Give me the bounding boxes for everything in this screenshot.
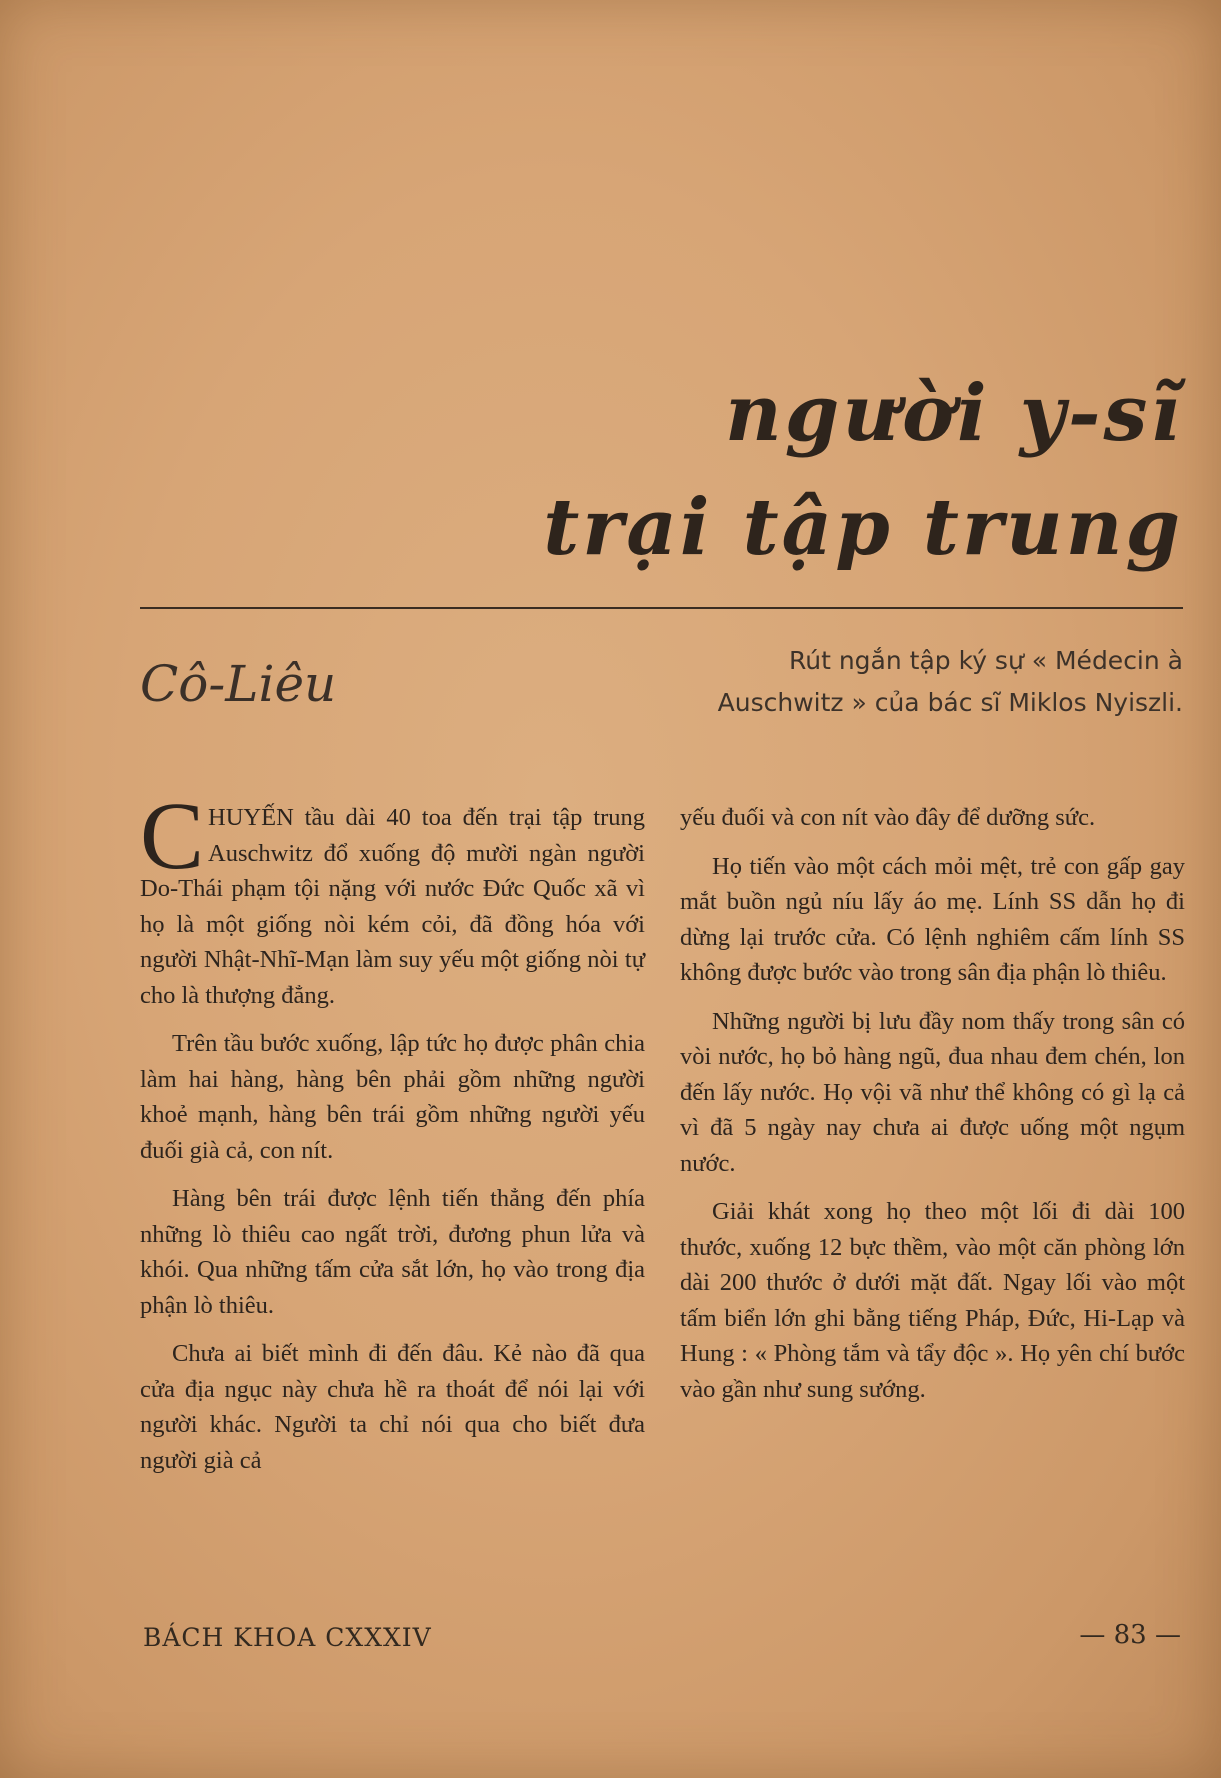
paragraph: Giải khát xong họ theo một lối đi dài 100 thước, xuống 12 bực thềm, vào một căn phòng lớn dài 200 thước ở dưới mặt đất. Ngay lối vào một tấm biển lớn ghi bằng tiếng Pháp, Đức, Hi-Lạp và Hung : « Phòng tắm và tẩy độc ». Họ yên chí bước vào gần như sung sướng. <box>680 1198 1185 1403</box>
page-number: — 83 — <box>1079 1620 1181 1650</box>
paragraph: Hàng bên trái được lệnh tiến thẳng đến phía những lò thiêu cao ngất trời, đương phun lửa và khói. Qua những tấm cửa sắt lớn, họ vào trong địa phận lò thiêu. <box>140 1185 645 1319</box>
paragraph: Trên tầu bước xuống, lập tức họ được phân chia làm hai hàng, hàng bên phải gồm những người khoẻ mạnh, hàng bên trái gồm những người yếu đuối già cả, con nít. <box>140 1030 645 1164</box>
paragraph: Những người bị lưu đầy nom thấy trong sân có vòi nước, họ bỏ hàng ngũ, đua nhau đem chén, lon đến lấy nước. Họ vội vã như thể không có gì lạ cả vì đã 5 ngày nay chưa ai được uống một ngụm nước. <box>680 1007 1185 1177</box>
paragraph <box>140 782 645 1013</box>
paragraph-text: HUYẾN tầu dài 40 toa đến trại tập trung Auschwitz đổ xuống độ mười ngàn người Do-Thái phạm tội nặng với nước Đức Quốc xã vì họ là một giống nòi kém cỏi, đã đồng hóa với người Nhật-Nhĩ-Mạn làm suy yếu một giống nòi tự cho là thượng đẳng. <box>140 804 645 1009</box>
left-column <box>140 782 645 1491</box>
paragraph: Họ tiến vào một cách mỏi mệt, trẻ con gấp gay mắt buồn ngủ níu lấy áo mẹ. Lính SS dẫn họ đi dừng lại trước cửa. Có lệnh nghiêm cấm lính SS không được bước vào trong sân địa phận lò thiêu. <box>680 852 1185 986</box>
drop-cap: C <box>140 782 205 889</box>
author-signature: Cô-Liêu <box>140 655 337 713</box>
article-title-line-2: trại tập trung <box>543 482 1183 573</box>
paragraph: Chưa ai biết mình đi đến đâu. Kẻ nào đã qua cửa địa ngục này chưa hề ra thoát để nói lại với người khác. Người ta chỉ nói qua cho biết đưa người già cả <box>140 1340 645 1474</box>
article-title-line-1: người y-sĩ <box>724 368 1183 459</box>
right-column <box>680 800 1185 1420</box>
paragraph: yếu đuối và con nít vào đây để dưỡng sức. <box>680 804 1096 831</box>
article-subtitle: Rút ngắn tập ký sự « Médecin à Auschwitz » của bác sĩ Miklos Nyiszli. <box>717 646 1183 717</box>
publication-name: BÁCH KHOA CXXXIV <box>143 1623 432 1652</box>
title-divider <box>140 607 1183 609</box>
